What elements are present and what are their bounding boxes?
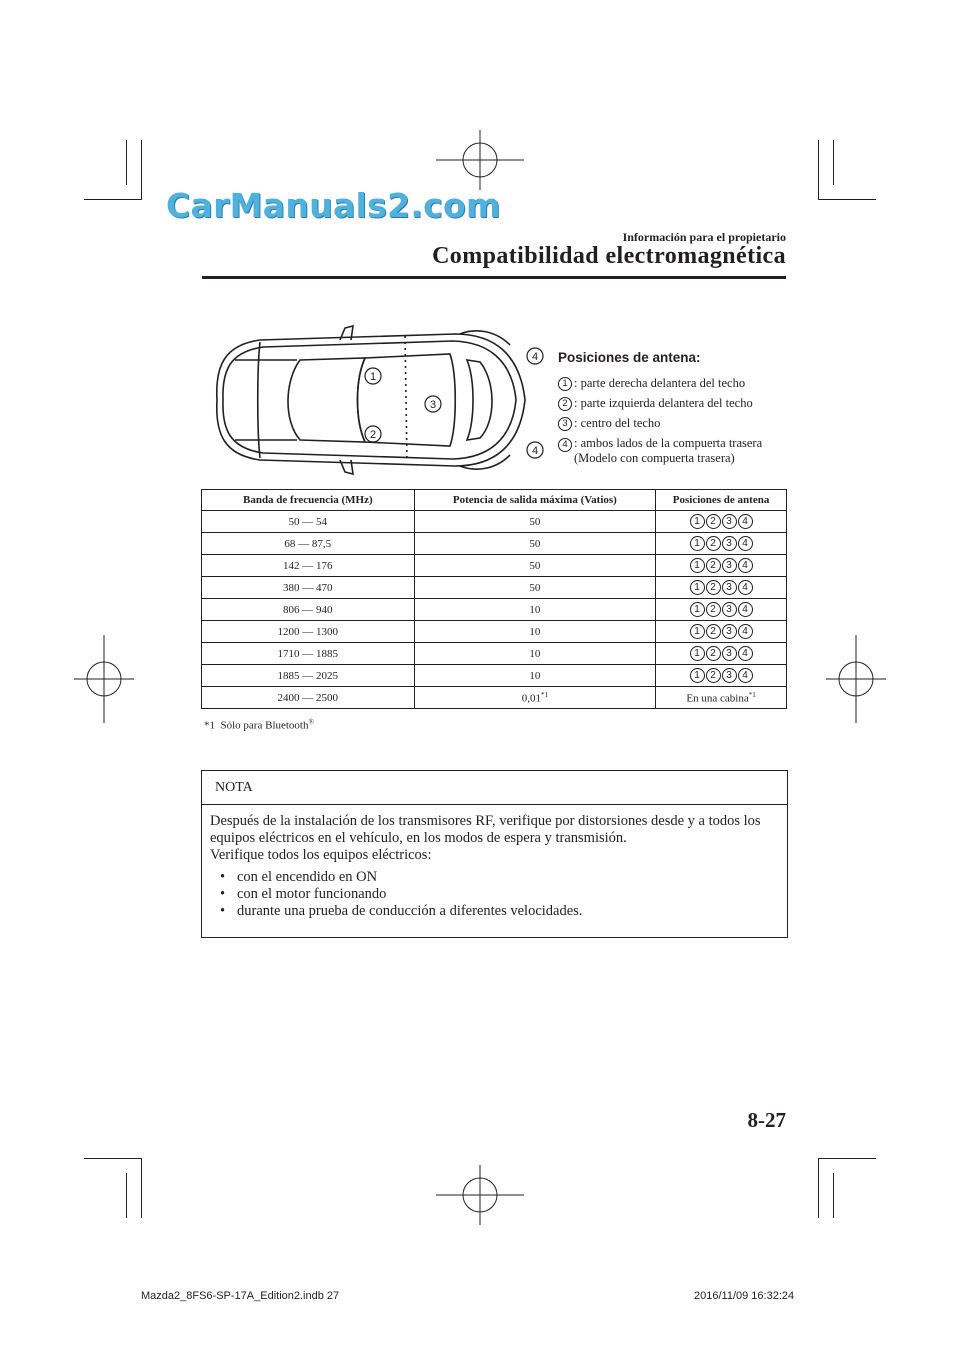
table-body <box>202 511 787 687</box>
position-4-icon: 4 <box>738 558 753 573</box>
antenna-legend <box>558 350 788 471</box>
power-cell: 50 <box>414 577 656 599</box>
legend-item-text: : centro del techo <box>574 416 661 431</box>
position-icons <box>690 558 753 573</box>
positions-cell <box>656 687 787 709</box>
positions-cell <box>656 643 787 665</box>
position-2-icon: 2 <box>706 624 721 639</box>
page-number: 8-27 <box>747 1108 786 1132</box>
table-row <box>202 665 787 687</box>
position-1-icon: 1 <box>690 514 705 529</box>
number-4-icon: 4 <box>558 438 572 452</box>
position-1-icon: 1 <box>690 668 705 683</box>
list-item <box>220 886 787 903</box>
power-value: 0,01 <box>521 692 541 705</box>
position-value: En una cabina <box>686 692 749 705</box>
bullet-icon: • <box>220 903 226 919</box>
position-1-icon: 1 <box>690 646 705 661</box>
position-2-icon: 2 <box>706 580 721 595</box>
positions-cell <box>656 555 787 577</box>
number-2-icon: 2 <box>558 397 572 411</box>
footnote-ref: *1 <box>748 690 756 699</box>
power-cell: 10 <box>414 599 656 621</box>
position-icons <box>690 624 753 639</box>
list-item-text: con el encendido en ON <box>237 869 378 885</box>
band-cell: 50 — 54 <box>202 511 415 533</box>
position-1-icon: 1 <box>690 536 705 551</box>
frequency-table <box>201 489 787 709</box>
note-bullet-list <box>210 869 787 920</box>
positions-cell <box>656 533 787 555</box>
power-cell: 50 <box>414 533 656 555</box>
table-row <box>202 687 787 709</box>
power-cell: 10 <box>414 621 656 643</box>
band-cell: 1710 — 1885 <box>202 643 415 665</box>
list-item-text: con el motor funcionando <box>237 886 387 902</box>
position-3-icon: 3 <box>722 668 737 683</box>
position-4-icon: 4 <box>738 514 753 529</box>
position-4-icon: 4 <box>738 602 753 617</box>
bullet-icon: • <box>220 869 226 885</box>
legend-item <box>558 416 788 431</box>
footnote-ref: *1 <box>541 690 548 699</box>
callout-4-bottom-label: 4 <box>531 445 539 457</box>
note-heading: NOTA <box>202 771 787 805</box>
position-2-icon: 2 <box>706 646 721 661</box>
car-antenna-diagram <box>205 320 550 480</box>
position-3-icon: 3 <box>722 580 737 595</box>
callout-2-label: 2 <box>369 429 377 441</box>
table-row <box>202 643 787 665</box>
band-cell: 142 — 176 <box>202 555 415 577</box>
power-cell: 50 <box>414 555 656 577</box>
position-4-icon: 4 <box>738 646 753 661</box>
power-cell: 50 <box>414 511 656 533</box>
note-box <box>201 770 788 938</box>
print-slug-timestamp: 2016/11/09 16:32:24 <box>694 1290 795 1302</box>
legend-item-text: : parte izquierda delantera del techo <box>574 396 753 411</box>
position-3-icon: 3 <box>722 646 737 661</box>
legend-item <box>558 396 788 411</box>
table-row <box>202 599 787 621</box>
header-rule <box>202 276 786 279</box>
footnote-mark: *1 <box>204 719 215 732</box>
footnote-text: Sólo para Bluetooth <box>220 719 309 732</box>
position-1-icon: 1 <box>690 558 705 573</box>
position-icons <box>690 602 753 617</box>
band-cell: 806 — 940 <box>202 599 415 621</box>
positions-cell <box>656 621 787 643</box>
footnote <box>204 718 314 732</box>
number-3-icon: 3 <box>558 417 572 431</box>
band-cell: 1200 — 1300 <box>202 621 415 643</box>
table-row <box>202 511 787 533</box>
power-cell <box>414 687 656 709</box>
legend-title: Posiciones de antena: <box>558 350 701 365</box>
band-cell: 380 — 470 <box>202 577 415 599</box>
callout-3-label: 3 <box>429 399 437 411</box>
position-icons <box>690 580 753 595</box>
position-3-icon: 3 <box>722 514 737 529</box>
position-2-icon: 2 <box>706 602 721 617</box>
position-4-icon: 4 <box>738 580 753 595</box>
position-icons <box>690 668 753 683</box>
note-paragraph: Después de la instalación de los transmisores RF, verifique por distorsiones desde y a todos los equipos eléctricos en el vehículo, en los modos de espera y transmisión. <box>210 813 761 846</box>
power-cell: 10 <box>414 665 656 687</box>
print-slug-file: Mazda2_8FS6-SP-17A_Edition2.indb 27 <box>141 1290 340 1302</box>
position-2-icon: 2 <box>706 558 721 573</box>
page-title: Compatibilidad electromagnética <box>432 243 786 269</box>
column-header-power: Potencia de salida máxima (Vatios) <box>414 490 656 511</box>
band-cell: 68 — 87,5 <box>202 533 415 555</box>
note-body <box>202 805 787 920</box>
list-item-text: durante una prueba de conducción a diferentes velocidades. <box>237 903 583 919</box>
column-header-positions: Posiciones de antena <box>656 490 787 511</box>
number-1-icon: 1 <box>558 377 572 391</box>
table-row <box>202 621 787 643</box>
position-3-icon: 3 <box>722 558 737 573</box>
position-4-icon: 4 <box>738 668 753 683</box>
positions-cell <box>656 577 787 599</box>
bullet-icon: • <box>220 886 226 902</box>
position-icons <box>690 646 753 661</box>
list-item <box>220 869 787 886</box>
position-2-icon: 2 <box>706 668 721 683</box>
band-cell: 2400 — 2500 <box>202 687 415 709</box>
note-paragraph-2: Verifique todos los equipos eléctricos: <box>210 847 432 863</box>
callout-1-label: 1 <box>369 371 377 383</box>
column-header-band: Banda de frecuencia (MHz) <box>202 490 415 511</box>
position-icons <box>690 536 753 551</box>
legend-item-text: : ambos lados de la compuerta trasera (Modelo con compuerta trasera) <box>574 436 763 466</box>
legend-item <box>558 376 788 391</box>
position-3-icon: 3 <box>722 624 737 639</box>
band-cell: 1885 — 2025 <box>202 665 415 687</box>
section-subtitle: Información para el propietario <box>622 230 786 244</box>
registered-mark: ® <box>308 718 314 726</box>
table-header-row <box>202 490 787 511</box>
position-4-icon: 4 <box>738 624 753 639</box>
power-cell: 10 <box>414 643 656 665</box>
callout-4-top-label: 4 <box>531 351 539 363</box>
list-item <box>220 903 787 920</box>
position-3-icon: 3 <box>722 602 737 617</box>
positions-cell <box>656 511 787 533</box>
position-2-icon: 2 <box>706 514 721 529</box>
position-1-icon: 1 <box>690 602 705 617</box>
position-2-icon: 2 <box>706 536 721 551</box>
legend-item <box>558 436 788 466</box>
position-3-icon: 3 <box>722 536 737 551</box>
position-icons <box>690 514 753 529</box>
positions-cell <box>656 599 787 621</box>
position-4-icon: 4 <box>738 536 753 551</box>
positions-cell <box>656 665 787 687</box>
position-1-icon: 1 <box>690 624 705 639</box>
legend-item-text: : parte derecha delantera del techo <box>574 376 746 390</box>
table-row <box>202 555 787 577</box>
table-row <box>202 577 787 599</box>
position-1-icon: 1 <box>690 580 705 595</box>
watermark-logo[interactable]: CarManuals2.com <box>166 186 501 225</box>
table-row <box>202 533 787 555</box>
